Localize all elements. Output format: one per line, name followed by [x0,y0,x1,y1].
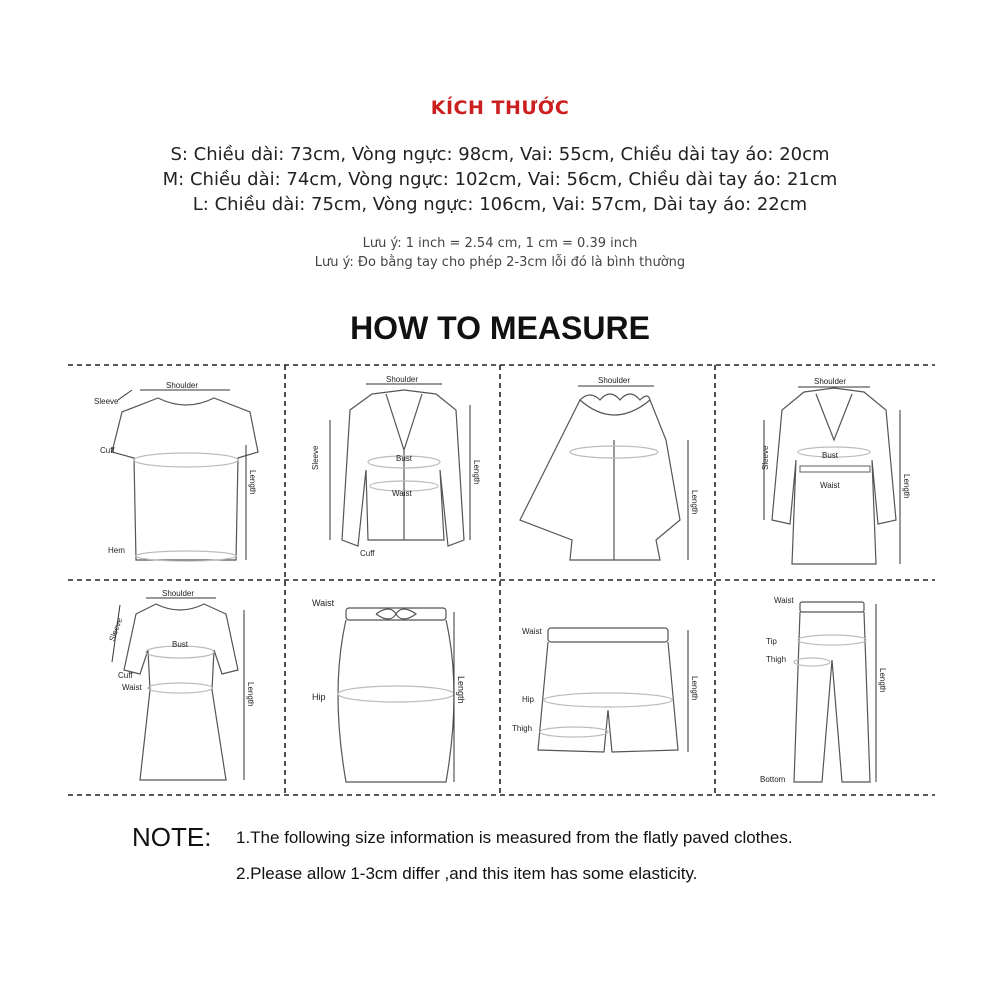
trousers-tip-label: Tip [766,637,777,646]
grid-dashed-lines [68,365,935,795]
note-label: NOTE: [132,822,212,852]
shorts-thigh-label: Thigh [512,724,533,733]
dress-waist-label: Waist [122,683,142,692]
shorts-waist-label: Waist [522,627,542,636]
long-coat-waist-label: Waist [820,481,840,490]
size-m-line: M: Chiều dài: 74cm, Vòng ngực: 102cm, Vai: 56cm, Chiều dài tay áo: 21cm [162,169,838,190]
dress-icon [124,604,238,780]
tshirt-sleeve-label: Sleeve [94,397,119,406]
tshirt-icon [112,398,258,561]
tolerance-note: Lưu ý: Đo bằng tay cho phép 2-3cm lỗi đó là bình thường [314,255,686,270]
long-coat-shoulder-label: Shoulder [814,377,847,386]
skirt-icon [338,608,454,782]
trousers-waist-label: Waist [774,596,794,605]
long-coat-icon [772,388,896,564]
how-to-measure-title: HOW TO MEASURE [350,310,650,346]
dress-shoulder-label: Shoulder [162,589,195,598]
cape-coat-shoulder-label: Shoulder [598,376,631,385]
unit-conversion-note: Lưu ý: 1 inch = 2.54 cm, 1 cm = 0.39 inch [362,236,638,251]
dress-length-label: Length [246,682,255,707]
blazer-icon [342,390,464,546]
trousers-length-label: Length [878,668,887,693]
shorts-length-label: Length [690,676,699,701]
blazer-length-label: Length [472,460,481,485]
blazer-shoulder-label: Shoulder [386,375,419,384]
size-l-line: L: Chiều dài: 75cm, Vòng ngực: 106cm, Vai: 57cm, Dài tay áo: 22cm [192,194,808,215]
tshirt-hem-label: Hem [108,546,125,555]
shorts-diagram [512,627,699,752]
blazer-sleeve-label: Sleeve [311,445,320,470]
dress-bust-label: Bust [172,640,189,649]
size-s-line: S: Chiều dài: 73cm, Vòng ngực: 98cm, Vai: 55cm, Chiều dài tay áo: 20cm [170,144,830,165]
blazer-waist-label: Waist [392,489,412,498]
trousers-thigh-label: Thigh [766,655,787,664]
dress-diagram [107,589,255,780]
cape-coat-diagram [520,376,699,560]
dress-sleeve-label: Sleeve [107,616,125,643]
skirt-diagram [312,598,466,782]
long-coat-diagram [761,377,911,564]
long-coat-sleeve-label: Sleeve [761,445,770,470]
trousers-icon [794,602,870,782]
blazer-diagram [311,375,481,558]
long-coat-length-label: Length [902,474,911,499]
trousers-bottom-label: Bottom [760,775,786,784]
cape-coat-icon [520,394,680,560]
cape-coat-length-label: Length [690,490,699,515]
skirt-hip-label: Hip [312,692,326,702]
note-line-2: 2.Please allow 1-3cm differ ,and this item has some elasticity. [236,864,698,883]
dress-cuff-label: Cuff [118,671,133,680]
blazer-bust-label: Bust [396,454,413,463]
tshirt-shoulder-label: Shoulder [166,381,199,390]
tshirt-length-label: Length [248,470,257,495]
tshirt-diagram [94,381,258,561]
blazer-cuff-label: Cuff [360,549,375,558]
shorts-hip-label: Hip [522,695,535,704]
tshirt-cuff-label: Cuff [100,446,115,455]
size-title: KÍCH THƯỚC [430,97,570,119]
trousers-diagram [760,596,887,784]
skirt-length-label: Length [456,676,466,704]
skirt-waist-label: Waist [312,598,335,608]
note-line-1: 1.The following size information is measured from the flatly paved clothes. [236,828,793,847]
long-coat-bust-label: Bust [822,451,839,460]
shorts-icon [538,628,678,752]
